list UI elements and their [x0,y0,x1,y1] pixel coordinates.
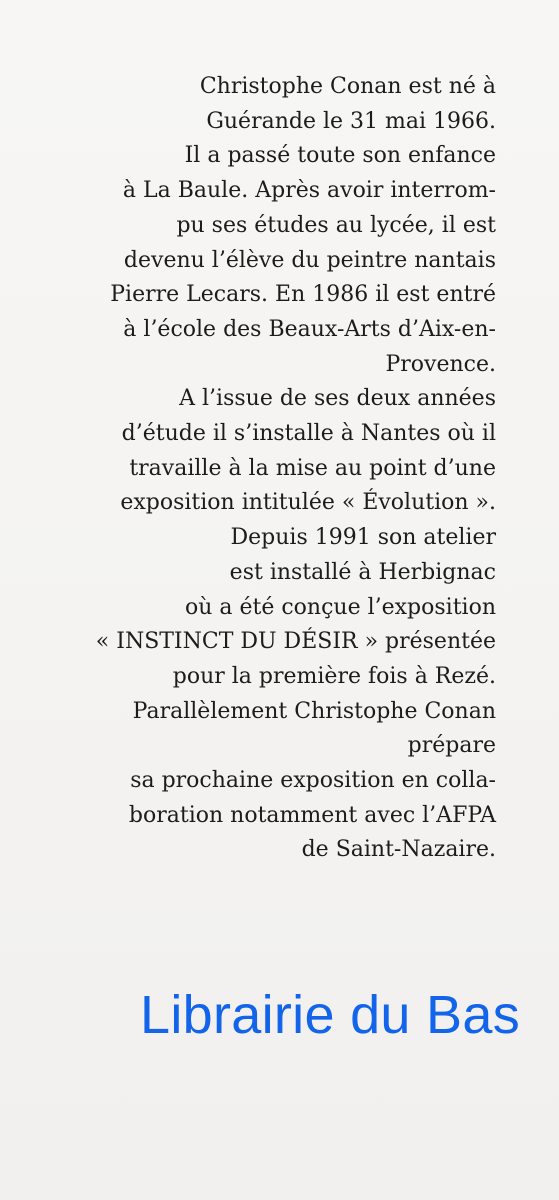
biography-line: Provence. [385,351,496,377]
biography-line: Guérande le 31 mai 1966. [206,108,496,134]
biography-line: à l’école des Beaux-Arts d’Aix-en- [123,316,496,342]
biography-text [60,70,496,868]
biography-line: prépare [407,733,496,759]
biography-line: Christophe Conan est né à [199,74,496,99]
biography-line: boration notamment avec l’AFPA [128,802,496,828]
biography-line: pour la première fois à Rezé. [172,663,496,689]
biography-line: d’étude il s’installe à Nantes où il [121,421,496,447]
biography-line: travaille à la mise au point d’une [129,455,496,481]
bookshop-watermark: Librairie du Bas [140,985,521,1045]
biography-line: sa prochaine exposition en colla- [130,768,496,794]
biography-line: « INSTINCT DU DÉSIR » présentée [95,629,496,655]
biography-line: à La Baule. Après avoir interrom- [122,178,496,204]
biography-line: devenu l’élève du peintre nantais [123,247,496,273]
biography-line: Pierre Lecars. En 1986 il est entré [110,282,496,308]
biography-line: où a été conçue l’exposition [184,594,496,620]
biography-line: pu ses études au lycée, il est [176,212,496,238]
biography-line: exposition intitulée « Évolution ». [120,490,496,516]
biography-line: A l’issue de ses deux années [179,386,496,412]
biography-line: de Saint-Nazaire. [301,837,496,863]
biography-line: est installé à Herbignac [229,559,496,585]
biography-line: Il a passé toute son enfance [184,143,496,169]
biography-line: Parallèlement Christophe Conan [132,698,496,724]
biography-line: Depuis 1991 son atelier [230,525,496,551]
